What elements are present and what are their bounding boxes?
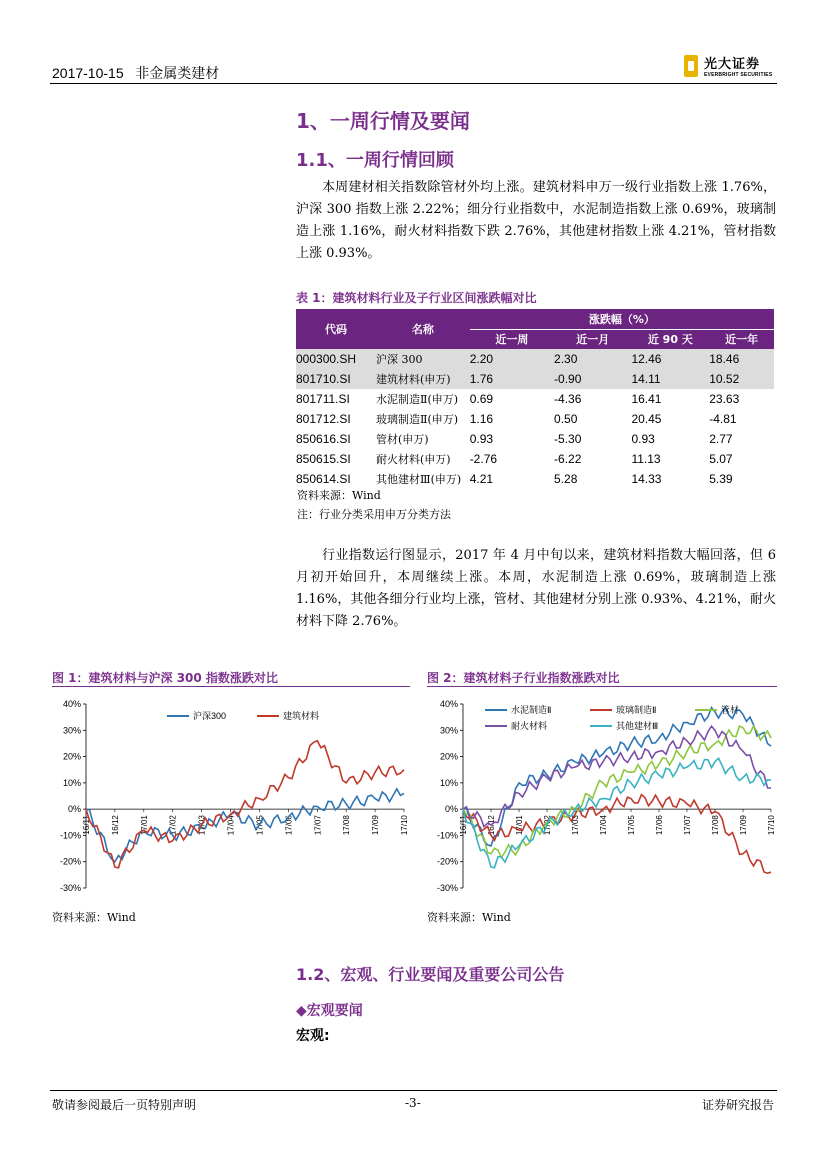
x-tick-label: 16/11 [459, 815, 468, 835]
x-tick-label: 16/12 [487, 815, 496, 836]
cell-week: 4.21 [469, 472, 494, 486]
company-logo [684, 53, 772, 78]
x-tick-label: 17/07 [683, 815, 692, 836]
paragraph-weekly-review: 本周建材相关指数除管材外均上涨。建筑材料申万一级行业指数上涨 1.76%，沪深 300 指数上涨 2.22%；细分行业指数中，水泥制造指数上涨 0.69%，玻璃制造上涨 1.16%，耐火材料指数下跌 2.76%，其他建材指数上涨 4.21%，管材指数上涨 0.93%。 [296, 180, 776, 261]
table-row [296, 349, 774, 369]
logo-cn-text: 光大证券 [704, 57, 761, 72]
y-tick-label: 20% [439, 751, 458, 762]
x-tick-label: 17/08 [342, 815, 352, 836]
table-title: 表 1：建筑材料行业及子行业区间涨跌幅对比 [296, 291, 537, 305]
figure-2-rule [427, 686, 777, 687]
cell-code: 850616.SI [296, 432, 351, 446]
footer-page-number: -3- [405, 1096, 421, 1110]
col-header-name: 名称 [376, 309, 470, 349]
cell-90d: 14.11 [631, 369, 709, 389]
x-tick-label: 17/08 [711, 815, 720, 836]
cell-week: 0.69 [469, 392, 494, 406]
footer-disclaimer: 敬请参阅最后一页特别声明 [52, 1098, 197, 1112]
col-header-month: 近一月 [554, 329, 631, 349]
cell-code: 801711.SI [296, 392, 350, 406]
x-tick-label: 17/10 [400, 815, 409, 836]
y-tick-label: 10% [62, 777, 81, 788]
cell-week: 0.93 [469, 432, 494, 446]
x-tick-label: 17/06 [284, 815, 294, 836]
x-tick-label: 17/06 [655, 815, 664, 836]
table-note: 注：行业分类采用申万分类方法 [297, 508, 451, 521]
legend-label: 水泥制造Ⅱ [511, 705, 552, 715]
header-divider [50, 83, 777, 84]
cell-90d: 11.13 [631, 452, 661, 466]
table-row [296, 429, 774, 449]
table-header-row-1 [296, 309, 774, 329]
table-row [296, 449, 774, 469]
col-header-week: 近一周 [470, 329, 554, 349]
y-tick-label: 30% [439, 725, 458, 736]
cell-year: 23.63 [709, 392, 740, 406]
x-tick-label: 17/10 [767, 815, 776, 836]
cell-month: 5.28 [554, 472, 578, 486]
legend-label: 耐火材料 [511, 721, 548, 731]
series-line [86, 741, 404, 868]
y-tick-label: 40% [62, 699, 81, 709]
col-header-change-group: 涨跌幅（%） [470, 309, 774, 329]
cell-code: 850615.SI [296, 452, 351, 466]
figure-2-title: 图 2：建筑材料子行业指数涨跌对比 [427, 671, 620, 685]
x-tick-label: 17/04 [226, 815, 236, 836]
cell-month: -5.30 [554, 432, 582, 446]
figure-1-rule [52, 686, 410, 687]
y-tick-label: -30% [59, 883, 81, 893]
cell-90d: 20.45 [631, 412, 662, 426]
legend-label: 建筑材料 [283, 711, 320, 721]
y-tick-label: -20% [436, 856, 458, 867]
cell-month: -4.36 [554, 392, 582, 406]
header-date: 2017-10-15 [52, 65, 124, 81]
macro-news-heading: ◆宏观要闻 [296, 1003, 363, 1019]
section-1-1-title: 1.1、一周行情回顾 [296, 150, 454, 171]
footer-report-type: 证券研究报告 [702, 1098, 775, 1112]
macro-label: 宏观: [296, 1028, 330, 1044]
cell-name: 沪深 300 [376, 349, 470, 369]
footer-divider [50, 1090, 777, 1091]
col-header-90d: 近 90 天 [631, 329, 709, 349]
table-row [296, 469, 774, 489]
cell-week: 1.16 [469, 412, 494, 426]
x-tick-label: 17/05 [255, 815, 265, 836]
cell-week: 2.20 [470, 349, 554, 369]
legend-label: 其他建材Ⅲ [616, 721, 659, 731]
legend-label: 管材 [721, 705, 740, 715]
x-tick-label: 17/02 [168, 815, 178, 836]
figure-1-title: 图 1：建筑材料与沪深 300 指数涨跌对比 [52, 671, 278, 685]
cell-name: 耐火材料(申万) [375, 453, 451, 466]
x-tick-label: 17/09 [371, 815, 381, 836]
header-category: 非金属类建材 [135, 65, 220, 81]
cell-year: -4.81 [709, 412, 737, 426]
x-tick-label: 17/03 [197, 815, 207, 836]
cell-90d: 0.93 [631, 432, 655, 446]
x-tick-label: 17/09 [739, 815, 748, 836]
cell-code: 850614.SI [296, 472, 351, 486]
cell-year: 18.46 [709, 349, 774, 369]
cell-week: -2.76 [469, 452, 498, 466]
col-header-year: 近一年 [709, 329, 774, 349]
logo-en-text: EVERBRIGHT SECURITIES [704, 72, 773, 78]
table-row [296, 409, 774, 429]
cell-year: 5.39 [709, 472, 733, 486]
x-tick-label: 17/02 [543, 815, 552, 836]
x-tick-label: 17/01 [139, 815, 149, 836]
x-tick-label: 17/04 [599, 815, 608, 836]
cell-year: 10.52 [709, 369, 774, 389]
cell-month: 2.30 [554, 349, 631, 369]
cell-90d: 16.41 [631, 392, 662, 406]
cell-name: 其他建材Ⅲ(申万) [375, 473, 462, 486]
table-source: 资料来源：Wind [297, 489, 381, 502]
figure-2-source: 资料来源：Wind [427, 911, 511, 924]
legend-label: 沪深300 [193, 711, 227, 721]
y-tick-label: 30% [62, 725, 81, 736]
cell-code: 000300.SH [296, 349, 376, 369]
legend-label: 玻璃制造Ⅱ [616, 705, 657, 715]
section-1-title: 1、一周行情及要闻 [296, 109, 470, 133]
col-header-code: 代码 [296, 309, 376, 349]
cell-month: 0.50 [554, 412, 578, 426]
header-date-category [52, 63, 219, 83]
y-tick-label: 0% [444, 804, 458, 815]
y-tick-label: 20% [62, 751, 81, 762]
cell-name: 水泥制造Ⅱ(申万) [375, 393, 459, 406]
x-tick-label: 17/05 [627, 815, 636, 836]
x-tick-label: 16/11 [82, 815, 91, 835]
cell-code: 801710.SI [296, 369, 376, 389]
chart-building-vs-hs300 [52, 692, 410, 910]
y-tick-label: 40% [439, 699, 458, 709]
series-line [463, 726, 771, 827]
logo-mark-icon [684, 55, 698, 77]
cell-90d: 12.46 [631, 349, 709, 369]
cell-month: -6.22 [554, 452, 582, 466]
y-tick-label: -10% [59, 830, 81, 841]
y-tick-label: -30% [436, 883, 458, 893]
x-tick-label: 17/03 [571, 815, 580, 836]
section-1-2-title: 1.2、宏观、行业要闻及重要公司公告 [296, 965, 565, 984]
cell-code: 801712.SI [296, 412, 351, 426]
y-tick-label: 10% [439, 777, 458, 788]
y-tick-label: -10% [436, 830, 458, 841]
paragraph-index-trend: 行业指数运行图显示，2017 年 4 月中旬以来，建筑材料指数大幅回落，但 6 月初开始回升，本周继续上涨。本周，水泥制造上涨 0.69%，玻璃制造上涨 1.16%，其他各细分行业均上涨，管材、其他建材分别上涨 0.93%、4.21%，耐火材料下降 2.76%。 [296, 548, 776, 629]
cell-90d: 14.33 [631, 472, 662, 486]
cell-name: 玻璃制造Ⅱ(申万) [375, 413, 459, 426]
chart-sub-industries [427, 692, 777, 910]
figure-1-source: 资料来源：Wind [52, 911, 136, 924]
y-tick-label: -20% [59, 856, 81, 867]
cell-year: 2.77 [709, 432, 733, 446]
x-tick-label: 17/07 [313, 815, 323, 836]
table-row [296, 389, 774, 409]
cell-week: 1.76 [470, 369, 554, 389]
series-line [463, 758, 771, 868]
cell-month: -0.90 [554, 369, 631, 389]
cell-year: 5.07 [709, 452, 733, 466]
cell-name: 管材(申万) [375, 433, 429, 446]
x-tick-label: 17/01 [515, 815, 524, 836]
cell-name: 建筑材料(申万) [376, 369, 470, 389]
series-line [463, 726, 771, 857]
x-tick-label: 16/12 [110, 815, 120, 836]
table-row [296, 369, 774, 389]
performance-table [296, 309, 774, 489]
y-tick-label: 0% [67, 804, 81, 815]
